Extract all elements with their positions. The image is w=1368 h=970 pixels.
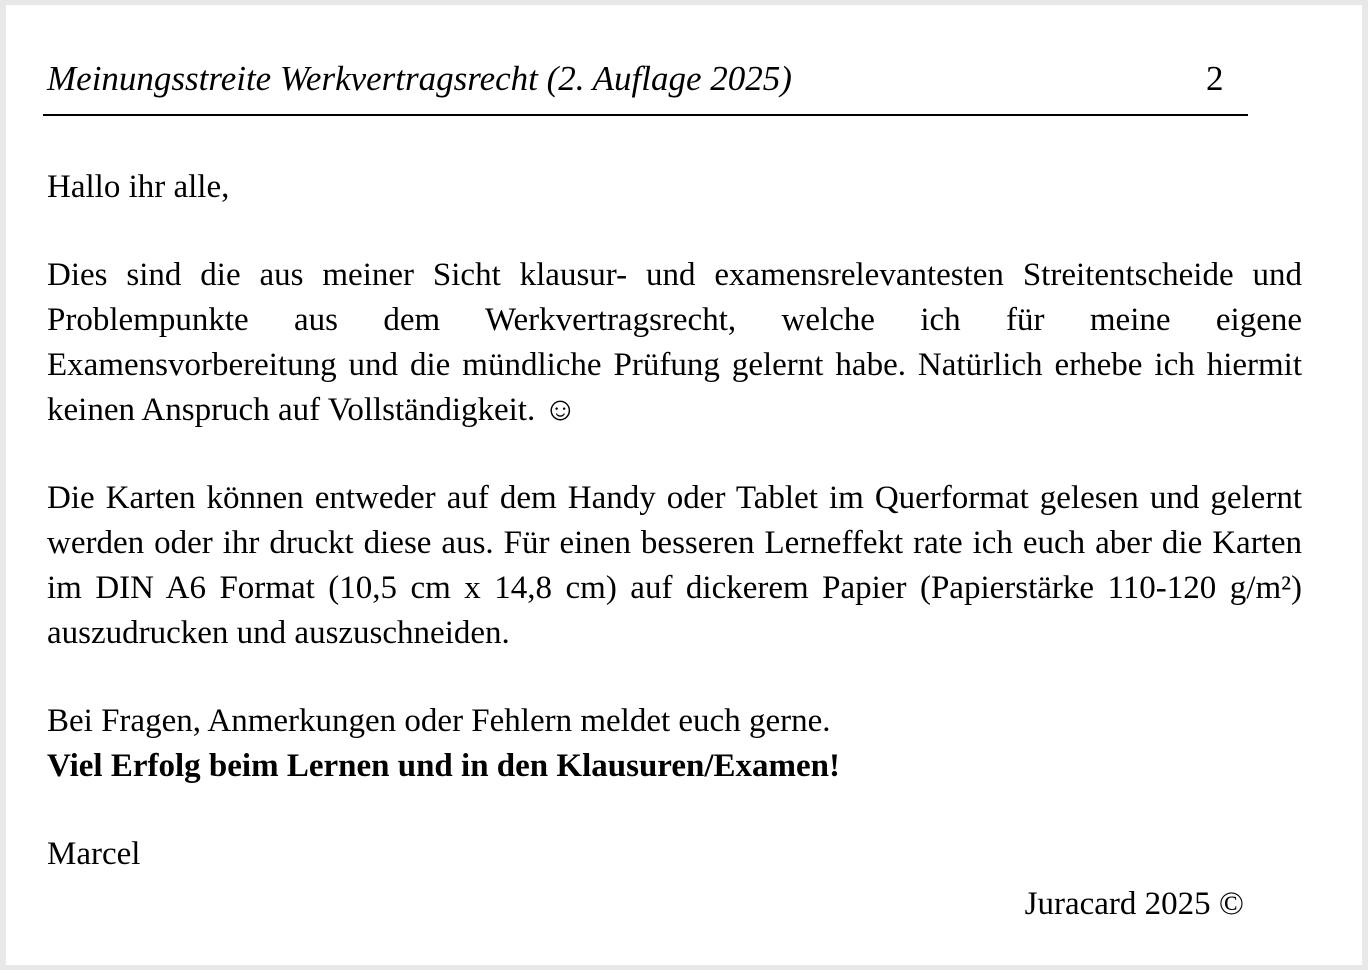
- closing-line: Viel Erfolg beim Lernen und in den Klausuren/Examen!: [47, 748, 840, 784]
- copyright-footer: Juracard 2025 ©: [1024, 886, 1244, 922]
- paragraph-spacer: [47, 433, 1302, 476]
- signature: Marcel: [47, 836, 141, 872]
- paragraph-spacer: [47, 789, 1302, 832]
- intro-paragraph: Dies sind die aus meiner Sicht klausur- und examensrelevantesten Streitentscheide und Problempunkte aus dem Werkvertragsrecht, welche ich für meine eigene Examensvorbereitung und die mündliche Prüfung gelernt habe. Natürlich erhebe ich hiermit keinen Anspruch auf Vollständigkeit. ☺: [47, 257, 1302, 428]
- printing-instructions-paragraph: Die Karten können entweder auf dem Handy oder Tablet im Querformat gelesen und gelernt werden oder ihr druckt diese aus. Für einen besseren Lerneffekt rate ich euch aber die Karten im DIN A6 Format (10,5 cm x 14,8 cm) auf dickerem Papier (Papierstärke 110-120 g/m²) auszudrucken und auszuschneiden.: [47, 480, 1302, 651]
- document-page: [6, 5, 1362, 965]
- header-divider: [43, 114, 1248, 116]
- paragraph-spacer: [47, 210, 1302, 253]
- header-title: Meinungsstreite Werkvertragsrecht (2. Auflage 2025): [47, 59, 792, 98]
- questions-line: Bei Fragen, Anmerkungen oder Fehlern meldet euch gerne.: [47, 703, 831, 739]
- greeting: Hallo ihr alle,: [47, 169, 230, 205]
- paragraph-spacer: [47, 656, 1302, 699]
- page-number: 2: [1206, 59, 1224, 98]
- letter-body: [47, 165, 1302, 877]
